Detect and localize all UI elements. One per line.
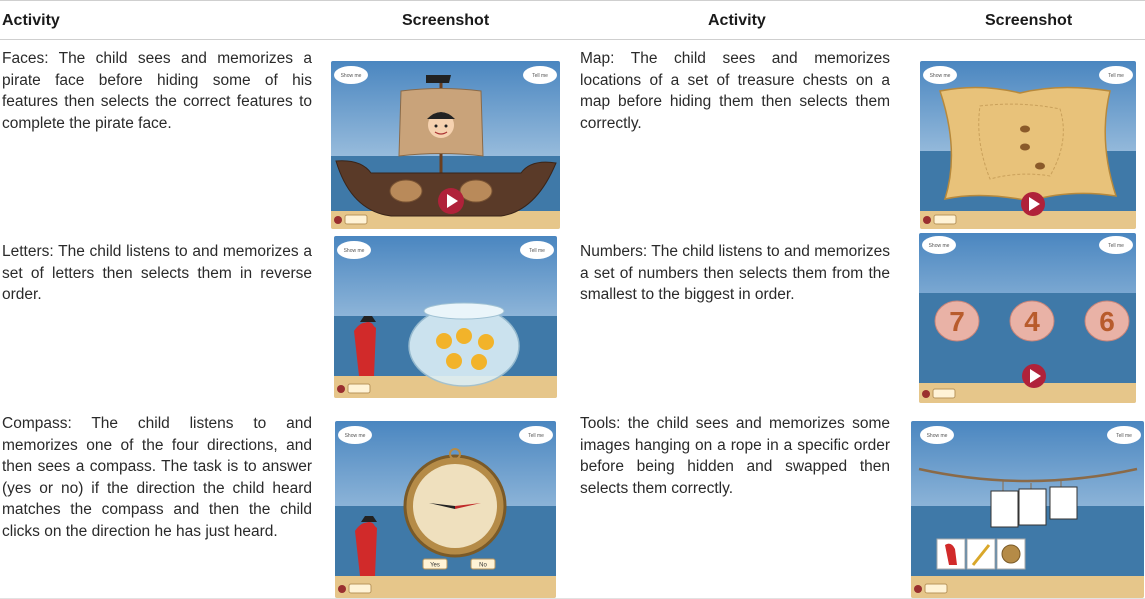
map-screenshot — [920, 61, 1136, 229]
map-description: Map: The child sees and memorizes locations of a set of treasure chests on a map before hiding them then selects them correctly. — [580, 50, 890, 132]
numbers-description: Numbers: The child listens to and memorizes a set of numbers then selects them from the smallest to the biggest in order. — [580, 243, 890, 303]
letters-scene — [334, 236, 557, 398]
table-header — [0, 0, 1145, 40]
show-me-label: Show me — [929, 73, 951, 79]
letter-fish-icon[interactable] — [471, 354, 487, 370]
header-activity-left: Activity — [2, 12, 60, 29]
home-icon[interactable] — [914, 585, 922, 593]
home-icon[interactable] — [338, 585, 346, 593]
show-me-label: Show me — [344, 433, 366, 439]
compass-screenshot — [335, 421, 556, 598]
score-box — [925, 584, 947, 593]
hidden-card[interactable] — [1050, 487, 1077, 519]
show-me-label: Show me — [926, 433, 948, 439]
tell-me-label: Tell me — [532, 73, 548, 79]
letter-fish-icon[interactable] — [446, 353, 462, 369]
score-box — [349, 584, 371, 593]
tell-me-label: Tell me — [528, 433, 544, 439]
tools-scene — [911, 421, 1144, 598]
faces-screenshot — [331, 61, 560, 229]
home-icon[interactable] — [922, 390, 930, 398]
letter-fish-icon[interactable] — [478, 334, 494, 350]
shell-digit: 7 — [949, 306, 965, 337]
shell-digit: 4 — [1024, 306, 1040, 337]
letters-description: Letters: The child listens to and memorizes a set of letters then selects them in reverse order. — [2, 243, 312, 303]
numbers-scene — [919, 233, 1136, 403]
compass-icon — [1002, 545, 1020, 563]
score-box — [934, 215, 956, 224]
tell-me-label: Tell me — [1108, 243, 1124, 249]
home-icon[interactable] — [923, 216, 931, 224]
yes-label: Yes — [430, 562, 440, 569]
faces-description: Faces: The child sees and memorizes a pirate face before hiding some of his features then selects the correct features to complete the pirate face. — [2, 50, 312, 132]
tools-screenshot — [911, 421, 1144, 598]
map-scene — [920, 61, 1136, 229]
letter-fish-icon[interactable] — [436, 333, 452, 349]
numbers-screenshot — [919, 233, 1136, 403]
tell-me-label: Tell me — [529, 248, 545, 254]
compass-scene — [335, 421, 556, 598]
tell-me-label: Tell me — [1108, 73, 1124, 79]
home-icon[interactable] — [334, 216, 342, 224]
tools-description: Tools: the child sees and memorizes some images hanging on a rope in a specific order before being hidden and swapped then selects them correctly. — [580, 415, 890, 497]
home-icon[interactable] — [337, 385, 345, 393]
no-label: No — [479, 562, 487, 569]
show-me-label: Show me — [343, 248, 365, 254]
show-me-label: Show me — [340, 73, 362, 79]
header-activity-right: Activity — [708, 12, 766, 29]
header-screenshot-left: Screenshot — [402, 12, 490, 29]
letters-screenshot — [334, 236, 557, 398]
score-box — [345, 215, 367, 224]
chest-icon[interactable] — [1020, 126, 1030, 133]
flag — [426, 75, 451, 83]
show-me-label: Show me — [928, 243, 950, 249]
hidden-card[interactable] — [991, 491, 1018, 527]
score-box — [348, 384, 370, 393]
header-screenshot-right: Screenshot — [985, 12, 1073, 29]
hidden-card[interactable] — [1019, 489, 1046, 525]
score-box — [933, 389, 955, 398]
faces-scene — [331, 61, 560, 229]
chest-icon[interactable] — [1035, 163, 1045, 170]
letter-fish-icon[interactable] — [456, 328, 472, 344]
compass-description: Compass: The child listens to and memorizes one of the four directions, and then sees a compass. The task is to answer (yes or no) if the direction the child heard matches the compass and then the child clicks on the direction he has just heard. — [2, 415, 312, 540]
shell-digit: 6 — [1099, 306, 1115, 337]
tell-me-label: Tell me — [1116, 433, 1132, 439]
chest-icon[interactable] — [1020, 144, 1030, 151]
